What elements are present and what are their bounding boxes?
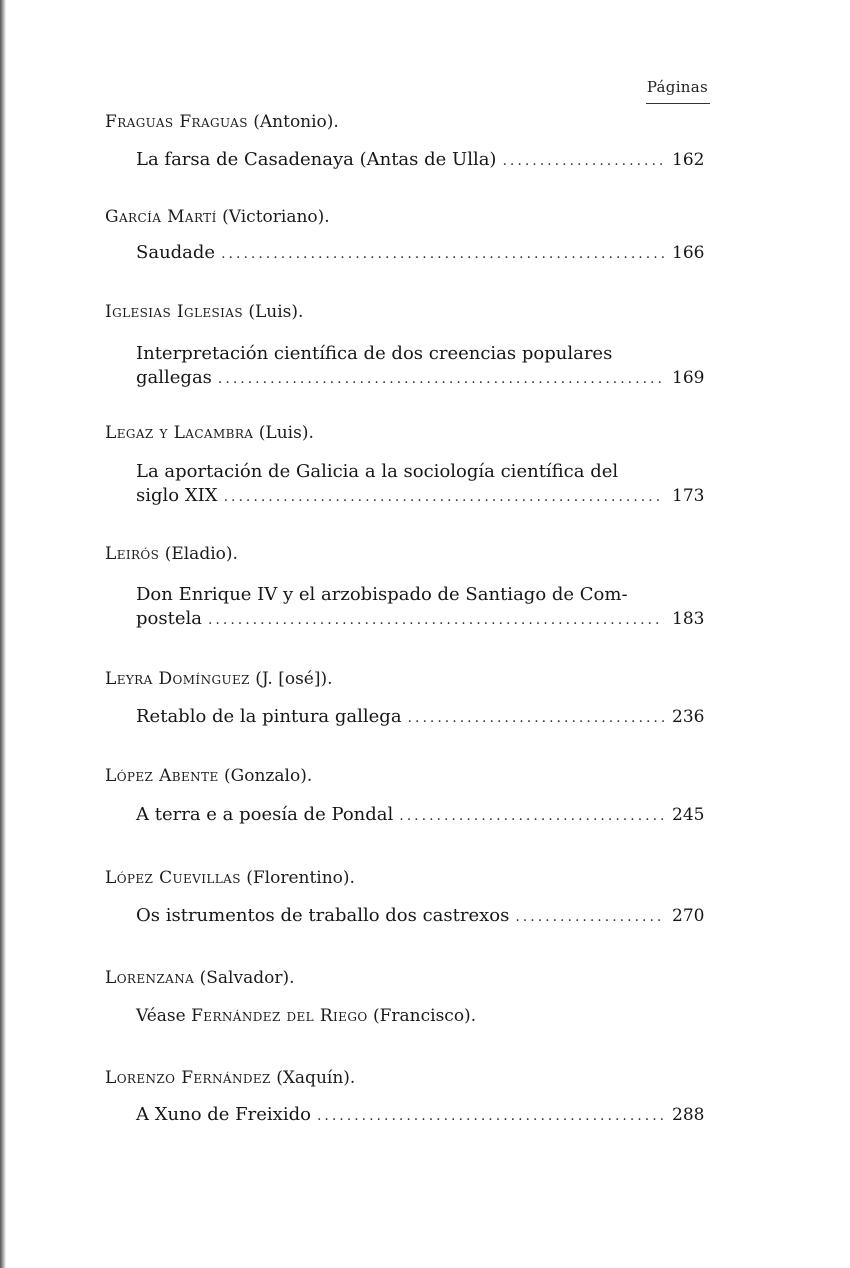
author-heading [105, 423, 314, 443]
index-entry [136, 583, 704, 632]
entry-title: Don Enrique IV y el arzobispado de Santiago de Com- [136, 584, 628, 605]
entry-line [136, 148, 704, 173]
page-number: 173 [672, 486, 705, 506]
page-number: 288 [672, 1105, 705, 1125]
see-prefix: Véase [136, 1006, 186, 1026]
index-entry [136, 148, 704, 173]
author-given-name: (Florentino). [246, 868, 355, 888]
index-entry [136, 342, 704, 391]
author-surname: García Martí [105, 207, 217, 227]
page-number: 245 [672, 805, 705, 825]
page-number: 183 [672, 609, 705, 629]
author-heading [105, 968, 294, 988]
entry-line [136, 241, 704, 266]
author-heading [105, 112, 339, 132]
author-surname: Leirós [105, 544, 160, 564]
entry-title: Saudade [136, 242, 216, 263]
author-given-name: (Luis). [248, 302, 304, 322]
entry-line [136, 460, 704, 484]
author-given-name: (Xaquín). [276, 1068, 356, 1088]
author-given-name: (Victoriano). [222, 207, 330, 227]
author-surname: Fraguas Fraguas [105, 112, 248, 132]
page-number: 270 [672, 906, 705, 926]
author-surname: López Cuevillas [105, 868, 241, 888]
entry-line [136, 342, 704, 366]
leader-dots [399, 804, 664, 828]
entry-title: postela [136, 608, 202, 629]
author-surname: Lorenzo Fernández [105, 1068, 271, 1088]
author-given-name: (Eladio). [164, 544, 238, 564]
entry-line [136, 607, 704, 632]
entry-line [136, 1103, 704, 1128]
index-entry [136, 1103, 704, 1128]
page-number: 236 [672, 707, 705, 727]
author-heading [105, 207, 330, 227]
author-surname: Lorenzana [105, 968, 195, 988]
page-binding-edge [0, 0, 6, 1268]
author-given-name: (Salvador). [199, 968, 295, 988]
leader-dots [408, 706, 664, 730]
author-heading [105, 766, 312, 786]
author-given-name: (Luis). [258, 423, 314, 443]
entry-title: siglo XIX [136, 485, 218, 506]
entry-title: A terra e a poesía de Pondal [136, 804, 394, 825]
leader-dots [208, 608, 664, 632]
entry-line [136, 484, 704, 509]
leader-dots [218, 367, 664, 391]
leader-dots [502, 149, 664, 173]
author-given-name: (J. [osé]). [255, 669, 333, 689]
pages-column-header: Páginas [646, 78, 708, 96]
page-number: 169 [672, 368, 705, 388]
author-surname: Iglesias Iglesias [105, 302, 243, 322]
cross-reference [136, 1006, 476, 1026]
author-heading [105, 868, 355, 888]
entry-line [136, 705, 704, 730]
entry-title: La farsa de Casadenaya (Antas de Ulla) [136, 149, 497, 170]
entry-title: A Xuno de Freixido [136, 1104, 311, 1125]
entry-line [136, 583, 704, 607]
author-given-name: (Antonio). [253, 112, 339, 132]
see-given-name: (Francisco). [372, 1006, 477, 1026]
leader-dots [515, 905, 664, 929]
page-number: 166 [672, 243, 705, 263]
entry-title: La aportación de Galicia a la sociología científica del [136, 461, 619, 482]
author-surname: Leyra Domínguez [105, 669, 250, 689]
index-entry [136, 460, 704, 509]
author-heading [105, 669, 333, 689]
entry-title: Os istrumentos de traballo dos castrexos [136, 905, 510, 926]
entry-title: gallegas [136, 367, 212, 388]
entry-line [136, 803, 704, 828]
author-surname: Legaz y Lacambra [105, 423, 254, 443]
author-given-name: (Gonzalo). [224, 766, 313, 786]
index-entry [136, 803, 704, 828]
index-entry [136, 705, 704, 730]
leader-dots [224, 485, 664, 509]
author-heading [105, 1068, 355, 1088]
author-heading [105, 544, 238, 564]
page-number: 162 [672, 150, 705, 170]
entry-title: Interpretación científica de dos creencias populares [136, 343, 613, 364]
index-entry [136, 241, 704, 266]
author-heading [105, 302, 303, 322]
see-surname: Fernández del Riego [191, 1006, 368, 1026]
entry-line [136, 904, 704, 929]
leader-dots [317, 1104, 664, 1128]
entry-title: Retablo de la pintura gallega [136, 706, 402, 727]
leader-dots [221, 242, 664, 266]
header-rule [646, 103, 710, 104]
author-surname: López Abente [105, 766, 219, 786]
entry-line [136, 366, 704, 391]
index-entry [136, 904, 704, 929]
